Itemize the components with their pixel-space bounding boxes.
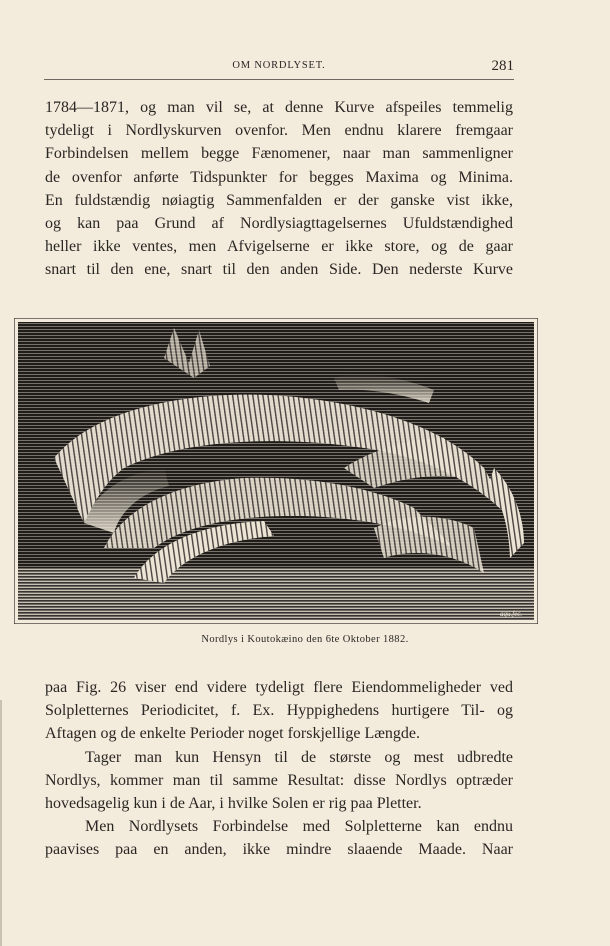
page-number: 281 bbox=[491, 58, 514, 74]
text-line: hovedsagelig kun i de Aar, i hvilke Solen er rig paa Pletter. bbox=[45, 794, 422, 812]
text-line: 1784—1871, og man vil se, at denne Kurve afspeiles temmelig bbox=[45, 99, 513, 116]
binding-edge bbox=[0, 700, 2, 946]
text-line: Tager man kun Hensyn til de største og mest udbredte bbox=[85, 748, 513, 766]
engraver-signature: aqu.fec. bbox=[500, 610, 523, 618]
text-line: Aftagen og de enkelte Perioder noget forskjellige Længde. bbox=[45, 725, 420, 743]
text-line: heller ikke ventes, men Afvigelserne er ikke store, og de gaar bbox=[45, 238, 513, 256]
text-line: Solpletternes Periodicitet, f. Ex. Hyppighedens hurtigere Til- og bbox=[45, 702, 513, 720]
text-line: snart til den ene, snart til den anden Side. Den nederste Kurve bbox=[45, 261, 513, 279]
horizon-band bbox=[18, 568, 534, 620]
upper-paragraph bbox=[45, 96, 513, 282]
figure-caption: Nordlys i Koutokæino den 6te Oktober 1882. bbox=[201, 634, 409, 645]
text-line: Men Nordlysets Forbindelse med Solpletterne kan endnu bbox=[85, 818, 513, 836]
aurora-engraving bbox=[14, 318, 538, 624]
text-line: Forbindelsen mellem begge Fænomener, naar man sammenligner bbox=[45, 145, 513, 163]
text-line: Nordlys, kommer man til samme Resultat: disse Nordlys optræder bbox=[45, 771, 513, 789]
running-header bbox=[44, 58, 514, 80]
text-line: de ovenfor anførte Tidspunkter for begges Maxima og Minima. bbox=[45, 168, 513, 186]
text-line: og kan paa Grund af Nordlysiagttagelsernes Ufuldstændighed bbox=[45, 214, 513, 232]
lower-paragraph bbox=[45, 676, 513, 862]
text-line: tydeligt i Nordlyskurven ovenfor. Men endnu klarere fremgaar bbox=[45, 122, 513, 140]
text-line: En fuldstændig nøiagtig Sammenfalden er der ganske vist ikke, bbox=[45, 191, 513, 209]
running-title: OM NORDLYSET. bbox=[232, 60, 326, 71]
header-rule bbox=[44, 79, 514, 80]
text-line: paa Fig. 26 viser end videre tydeligt flere Eiendommeligheder ved bbox=[45, 679, 513, 696]
text-line: paavises paa en anden, ikke mindre slaaende Maade. Naar bbox=[45, 841, 513, 859]
